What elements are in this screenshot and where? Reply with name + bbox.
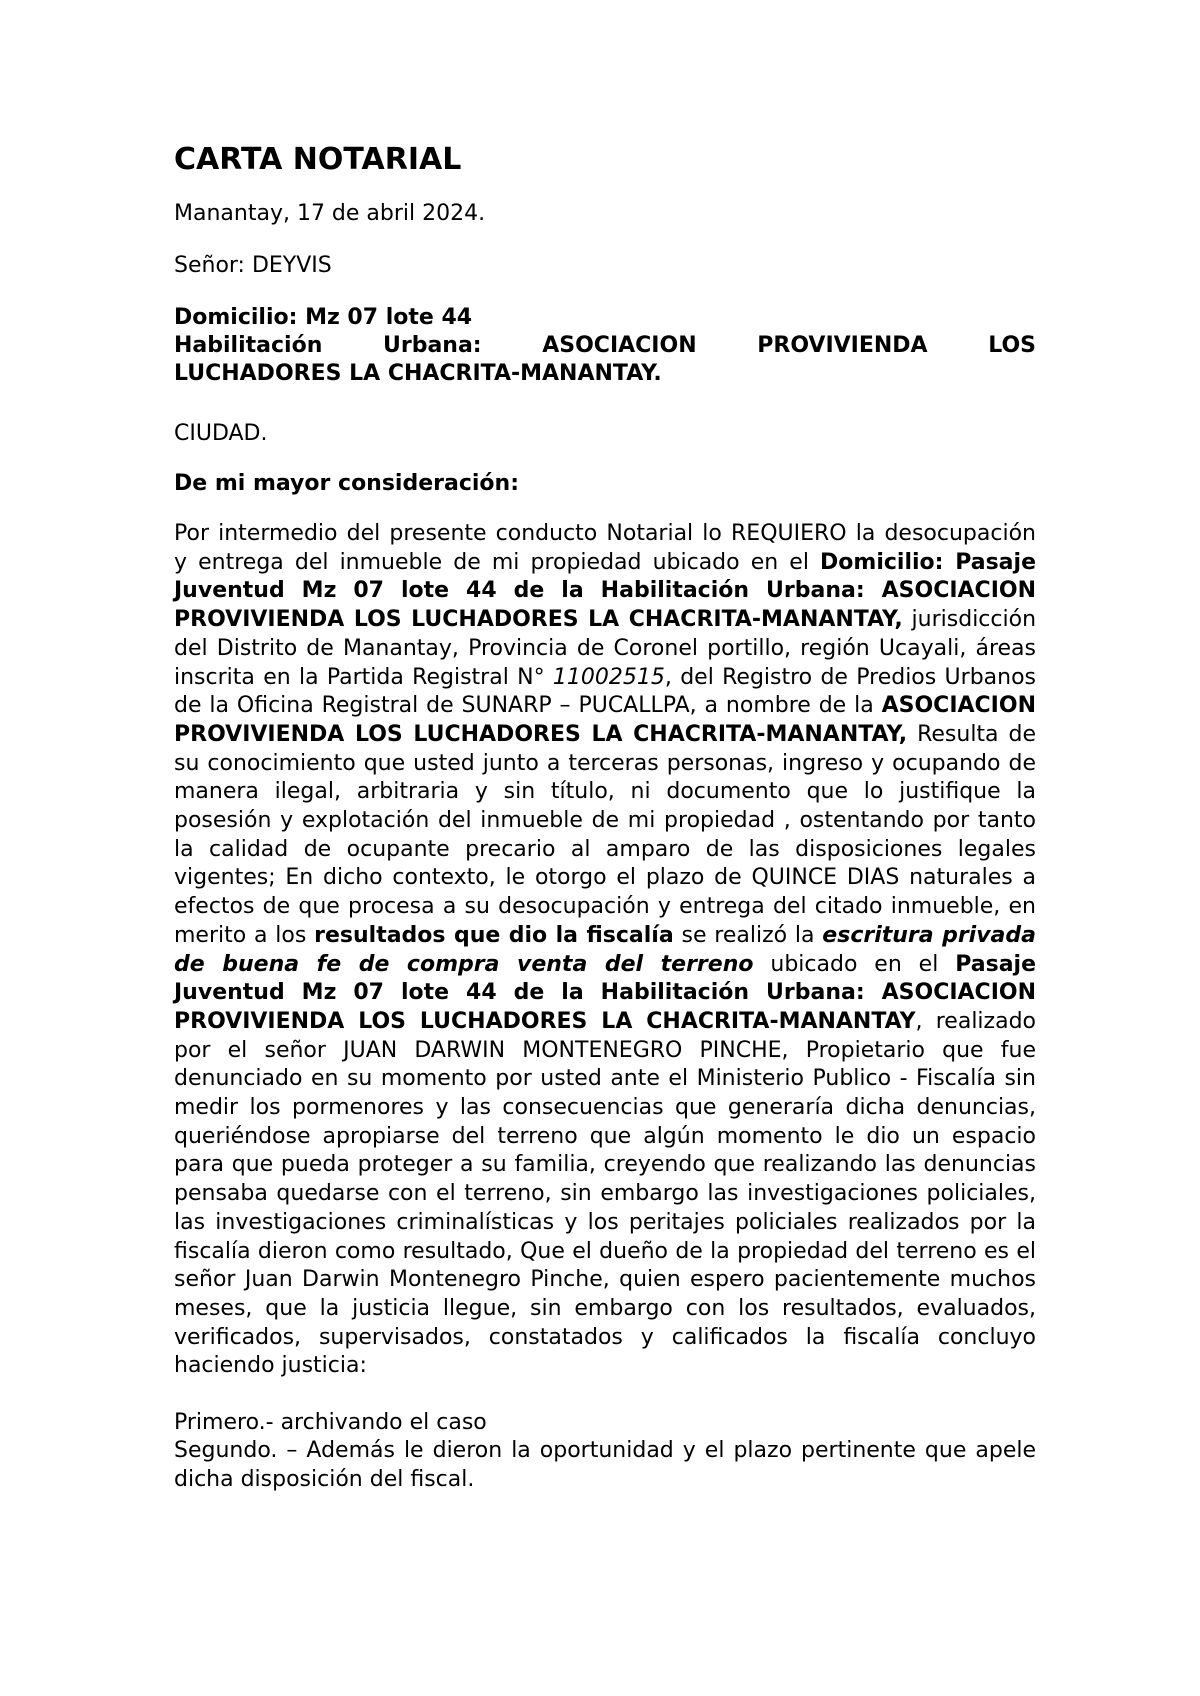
habilitacion-word: Habilitación (174, 333, 323, 358)
body-paragraph (174, 520, 1036, 1381)
habilitacion-word: LOS (988, 333, 1036, 358)
body-bold-results: resultados que dio la fiscalía (314, 922, 674, 948)
city-line: CIUDAD. (174, 421, 268, 446)
habilitacion-word: PROVIVIENDA (757, 333, 928, 358)
body-bold-italic-deed: escritura privada de buena fe de compra venta del terreno (174, 922, 1036, 977)
body-text: se realizó la (673, 922, 823, 948)
body-text: , del Registro de Predios Urbanos de la Oficina Registral de SUNARP – PUCALLPA, a nombre de la (174, 664, 1036, 719)
letter-page (174, 142, 1036, 1495)
body-text: , realizado por el señor JUAN DARWIN MONTENEGRO PINCHE, Propietario que fue denunciado en su momento por usted ante el Ministerio Publico - Fiscalía sin medir los pormenores y las consecuencias que generaría dicha denuncias, queriéndose apropiarse del terreno que algún momento le dio un espacio para que pueda proteger a su familia, creyendo que realizando las denuncias pensaba quedarse con el terreno, sin embargo las investigaciones policiales, las investigaciones criminalísticas y los peritajes policiales realizados por la fiscalía dieron como resultado, Que el dueño de la propiedad del terreno es el señor Juan Darwin Montenegro Pinche, quien espero pacientemente muchos meses, que la justicia llegue, sin embargo con los resultados, evaluados, verificados, supervisados, constatados y calificados la fiscalía concluyo haciendo justicia: (174, 1008, 1036, 1379)
segundo-line: Segundo. – Además le dieron la oportunidad y el plazo pertinente que apele dicha disposición del fiscal. (174, 1438, 1036, 1492)
primero-line: Primero.- archivando el caso (174, 1410, 487, 1436)
habilitacion-word: Urbana: (382, 333, 482, 358)
habilitacion-line (174, 332, 1036, 360)
body-bold-address: Domicilio: Pasaje Juventud Mz 07 lote 44 de la Habilitación Urbana: ASOCIACION PROVIVIENDA LOS LUCHADORES LA CHACRITA-MANANTAY, (174, 549, 1036, 633)
body-bold-address-2: Pasaje Juventud Mz 07 lote 44 de la Habilitación Urbana: ASOCIACION PROVIVIENDA LOS LUCHADORES LA CHACRITA-MANANTAY (174, 951, 1037, 1034)
body-text: Por intermedio del presente conducto Notarial lo REQUIERO la desocupación y entrega del inmueble de mi propiedad ubicado en el (174, 521, 1036, 575)
recipient-line: Señor: DEYVIS (174, 253, 332, 278)
date-line: Manantay, 17 de abril 2024. (174, 201, 486, 226)
salutation: De mi mayor consideración: (174, 471, 519, 496)
partida-number: 11002515 (552, 664, 665, 690)
body-text: ubicado en el (753, 951, 956, 977)
body-text: jurisdicción del Distrito de Manantay, Provincia de Coronel portillo, región Ucayali, áreas inscrita en la Partida Registral N° (174, 607, 1037, 690)
body-bold-association: ASOCIACION PROVIVIENDA LOS LUCHADORES LA CHACRITA-MANANTAY, (174, 693, 1036, 747)
domicilio-line: Domicilio: Mz 07 lote 44 (174, 305, 473, 330)
habilitacion-word: ASOCIACION (542, 333, 697, 358)
body-text: Resulta de su conocimiento que usted junto a terceras personas, ingreso y ocupando de manera ilegal, arbitraria y sin título, ni documento que lo justifique la posesión y explotación del inmueble de mi propiedad , ostentando por tanto la calidad de ocupante precario al amparo de las disposiciones legales vigentes; En dicho contexto, le otorgo el plazo de QUINCE DIAS naturales a efectos de que procesa a su desocupación y entrega del citado inmueble, en merito a los (174, 721, 1037, 948)
document-title: CARTA NOTARIAL (174, 142, 462, 177)
habilitacion-line-2: LUCHADORES LA CHACRITA-MANANTAY. (174, 361, 662, 386)
